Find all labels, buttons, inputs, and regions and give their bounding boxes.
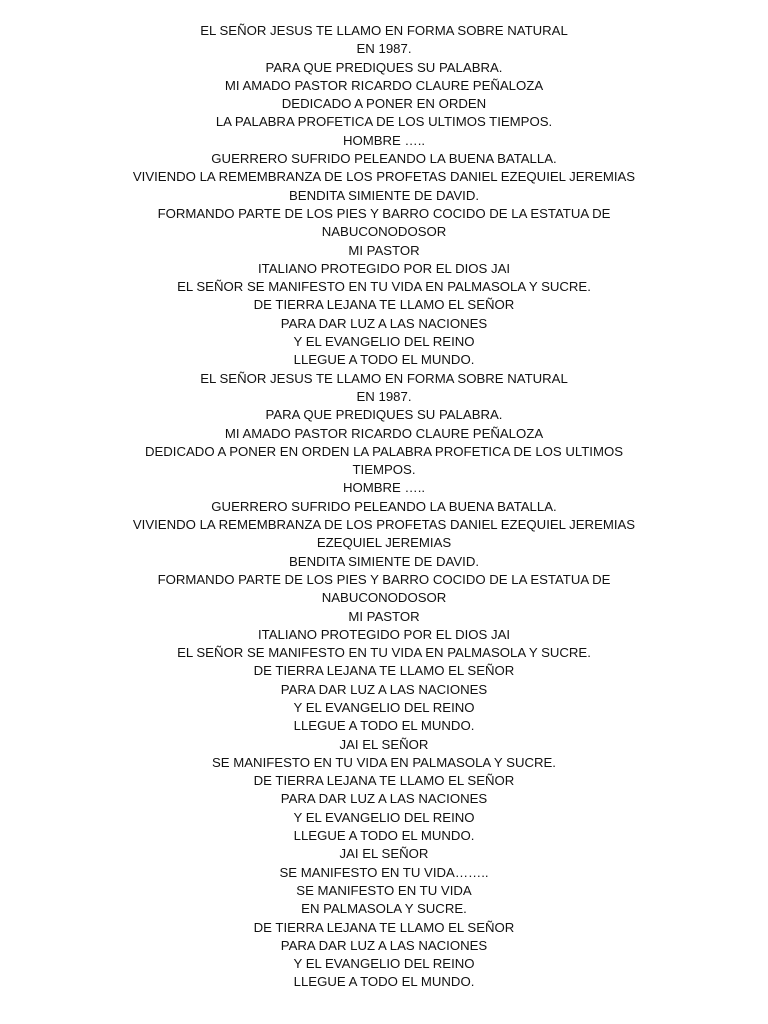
- text-line: DEDICADO A PONER EN ORDEN LA PALABRA PROFETICA DE LOS ULTIMOS: [144, 443, 624, 459]
- text-line: VIVIENDO LA REMEMBRANZA DE LOS PROFETAS DANIEL EZEQUIEL JEREMIAS: [132, 169, 636, 185]
- text-line: GUERRERO SUFRIDO PELEANDO LA BUENA BATALLA.: [211, 498, 557, 514]
- text-line: LLEGUE A TODO EL MUNDO.: [293, 352, 475, 368]
- text-line: LLEGUE A TODO EL MUNDO.: [293, 828, 475, 844]
- text-line: EN PALMASOLA Y SUCRE.: [301, 901, 467, 917]
- text-line: DE TIERRA LEJANA TE LLAMO EL SEÑOR: [253, 663, 515, 679]
- text-line: LLEGUE A TODO EL MUNDO.: [293, 718, 475, 734]
- text-line: PARA DAR LUZ A LAS NACIONES: [280, 937, 488, 953]
- text-line: SE MANIFESTO EN TU VIDA EN PALMASOLA Y SUCRE.: [212, 754, 556, 770]
- text-line: EZEQUIEL JEREMIAS: [316, 535, 452, 551]
- text-line: FORMANDO PARTE DE LOS PIES Y BARRO COCIDO DE LA ESTATUA DE: [157, 205, 611, 221]
- text-line: EL SEÑOR SE MANIFESTO EN TU VIDA EN PALMASOLA Y SUCRE.: [177, 279, 591, 295]
- text-line: DE TIERRA LEJANA TE LLAMO EL SEÑOR: [253, 773, 515, 789]
- text-line: GUERRERO SUFRIDO PELEANDO LA BUENA BATALLA.: [211, 151, 557, 167]
- text-line: SE MANIFESTO EN TU VIDA: [296, 882, 472, 898]
- text-line: EL SEÑOR JESUS TE LLAMO EN FORMA SOBRE NATURAL: [200, 23, 568, 38]
- document-page: [0, 22, 768, 992]
- text-line: SE MANIFESTO EN TU VIDA……..: [279, 864, 489, 880]
- text-line: PARA DAR LUZ A LAS NACIONES: [280, 315, 488, 331]
- text-line: DEDICADO A PONER EN ORDEN: [281, 96, 487, 112]
- text-line: PARA DAR LUZ A LAS NACIONES: [280, 681, 488, 697]
- text-line: JAI EL SEÑOR: [339, 736, 429, 752]
- text-line: EL SEÑOR SE MANIFESTO EN TU VIDA EN PALMASOLA Y SUCRE.: [177, 645, 591, 661]
- text-line: LLEGUE A TODO EL MUNDO.: [293, 974, 475, 990]
- text-line: DE TIERRA LEJANA TE LLAMO EL SEÑOR: [253, 297, 515, 313]
- text-line: Y EL EVANGELIO DEL REINO: [293, 699, 475, 715]
- text-line: EL SEÑOR JESUS TE LLAMO EN FORMA SOBRE NATURAL: [200, 370, 568, 386]
- text-line: PARA DAR LUZ A LAS NACIONES: [280, 791, 488, 807]
- text-line: MI PASTOR: [348, 608, 420, 624]
- text-line: MI AMADO PASTOR RICARDO CLAURE PEÑALOZA: [224, 425, 544, 441]
- text-line: LA PALABRA PROFETICA DE LOS ULTIMOS TIEMPOS.: [215, 114, 553, 130]
- text-line: HOMBRE …..: [342, 480, 426, 496]
- text-line: EN 1987.: [356, 388, 412, 404]
- text-line: PARA QUE PREDIQUES SU PALABRA.: [265, 59, 503, 75]
- text-line: EN 1987.: [356, 41, 412, 57]
- text-line: ITALIANO PROTEGIDO POR EL DIOS JAI: [257, 626, 511, 642]
- text-line: HOMBRE …..: [342, 132, 426, 148]
- text-line: BENDITA SIMIENTE DE DAVID.: [288, 187, 480, 203]
- text-line: Y EL EVANGELIO DEL REINO: [293, 809, 475, 825]
- text-line: NABUCONODOSOR: [321, 224, 447, 240]
- text-line: DE TIERRA LEJANA TE LLAMO EL SEÑOR: [253, 919, 515, 935]
- text-line: FORMANDO PARTE DE LOS PIES Y BARRO COCIDO DE LA ESTATUA DE: [157, 571, 611, 587]
- text-line: JAI EL SEÑOR: [339, 846, 429, 862]
- text-line: BENDITA SIMIENTE DE DAVID.: [288, 553, 480, 569]
- text-line: PARA QUE PREDIQUES SU PALABRA.: [265, 407, 503, 423]
- text-line: TIEMPOS.: [352, 462, 416, 478]
- text-line: Y EL EVANGELIO DEL REINO: [293, 956, 475, 972]
- text-line: MI AMADO PASTOR RICARDO CLAURE PEÑALOZA: [224, 77, 544, 93]
- text-line: ITALIANO PROTEGIDO POR EL DIOS JAI: [257, 260, 511, 276]
- text-line: NABUCONODOSOR: [321, 590, 447, 606]
- text-line: Y EL EVANGELIO DEL REINO: [293, 334, 475, 350]
- text-line: MI PASTOR: [348, 242, 420, 258]
- text-line: VIVIENDO LA REMEMBRANZA DE LOS PROFETAS DANIEL EZEQUIEL JEREMIAS: [132, 517, 636, 533]
